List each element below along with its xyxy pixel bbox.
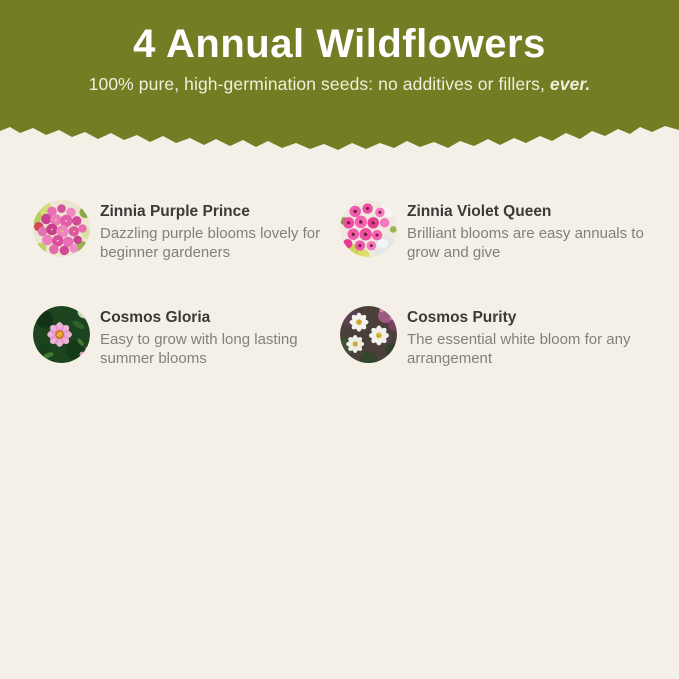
item-text-block bbox=[100, 200, 350, 262]
item-title: Cosmos Purity bbox=[407, 309, 517, 326]
page-title: 4 Annual Wildflowers bbox=[133, 22, 546, 66]
item-description: Dazzling purple blooms lovely for beginner gardeners bbox=[100, 225, 321, 261]
subtitle-emphasis: ever. bbox=[549, 74, 591, 94]
item-text-block bbox=[100, 306, 350, 368]
zinnia-purple-prince-photo bbox=[33, 200, 90, 257]
cosmos-purity-photo bbox=[340, 306, 397, 363]
item-description: Brilliant blooms are easy annuals to grow and give bbox=[407, 225, 644, 261]
list-item-zinnia-violet-queen bbox=[340, 200, 657, 262]
zinnia-violet-queen-image bbox=[340, 200, 397, 257]
zinnia-purple-prince-image bbox=[33, 200, 90, 257]
item-title: Cosmos Gloria bbox=[100, 309, 211, 326]
subtitle-main: 100% pure, high-germination seeds: no additives or fillers, bbox=[88, 74, 550, 94]
page-subtitle bbox=[0, 74, 679, 95]
header-banner bbox=[0, 0, 679, 160]
list-item-cosmos-purity bbox=[340, 306, 657, 368]
item-title: Zinnia Purple Prince bbox=[100, 203, 250, 220]
list-item-cosmos-gloria bbox=[33, 306, 350, 368]
item-title: Zinnia Violet Queen bbox=[407, 203, 552, 220]
header-text-block bbox=[0, 0, 679, 95]
cosmos-gloria-photo bbox=[33, 306, 90, 363]
list-item-zinnia-purple-prince bbox=[33, 200, 350, 262]
cosmos-gloria-image bbox=[33, 306, 90, 363]
zinnia-violet-queen-photo bbox=[340, 200, 397, 257]
item-text-block bbox=[407, 200, 657, 262]
item-description: The essential white bloom for any arrangement bbox=[407, 331, 631, 367]
item-description: Easy to grow with long lasting summer blooms bbox=[100, 331, 298, 367]
cosmos-purity-image bbox=[340, 306, 397, 363]
item-text-block bbox=[407, 306, 657, 368]
